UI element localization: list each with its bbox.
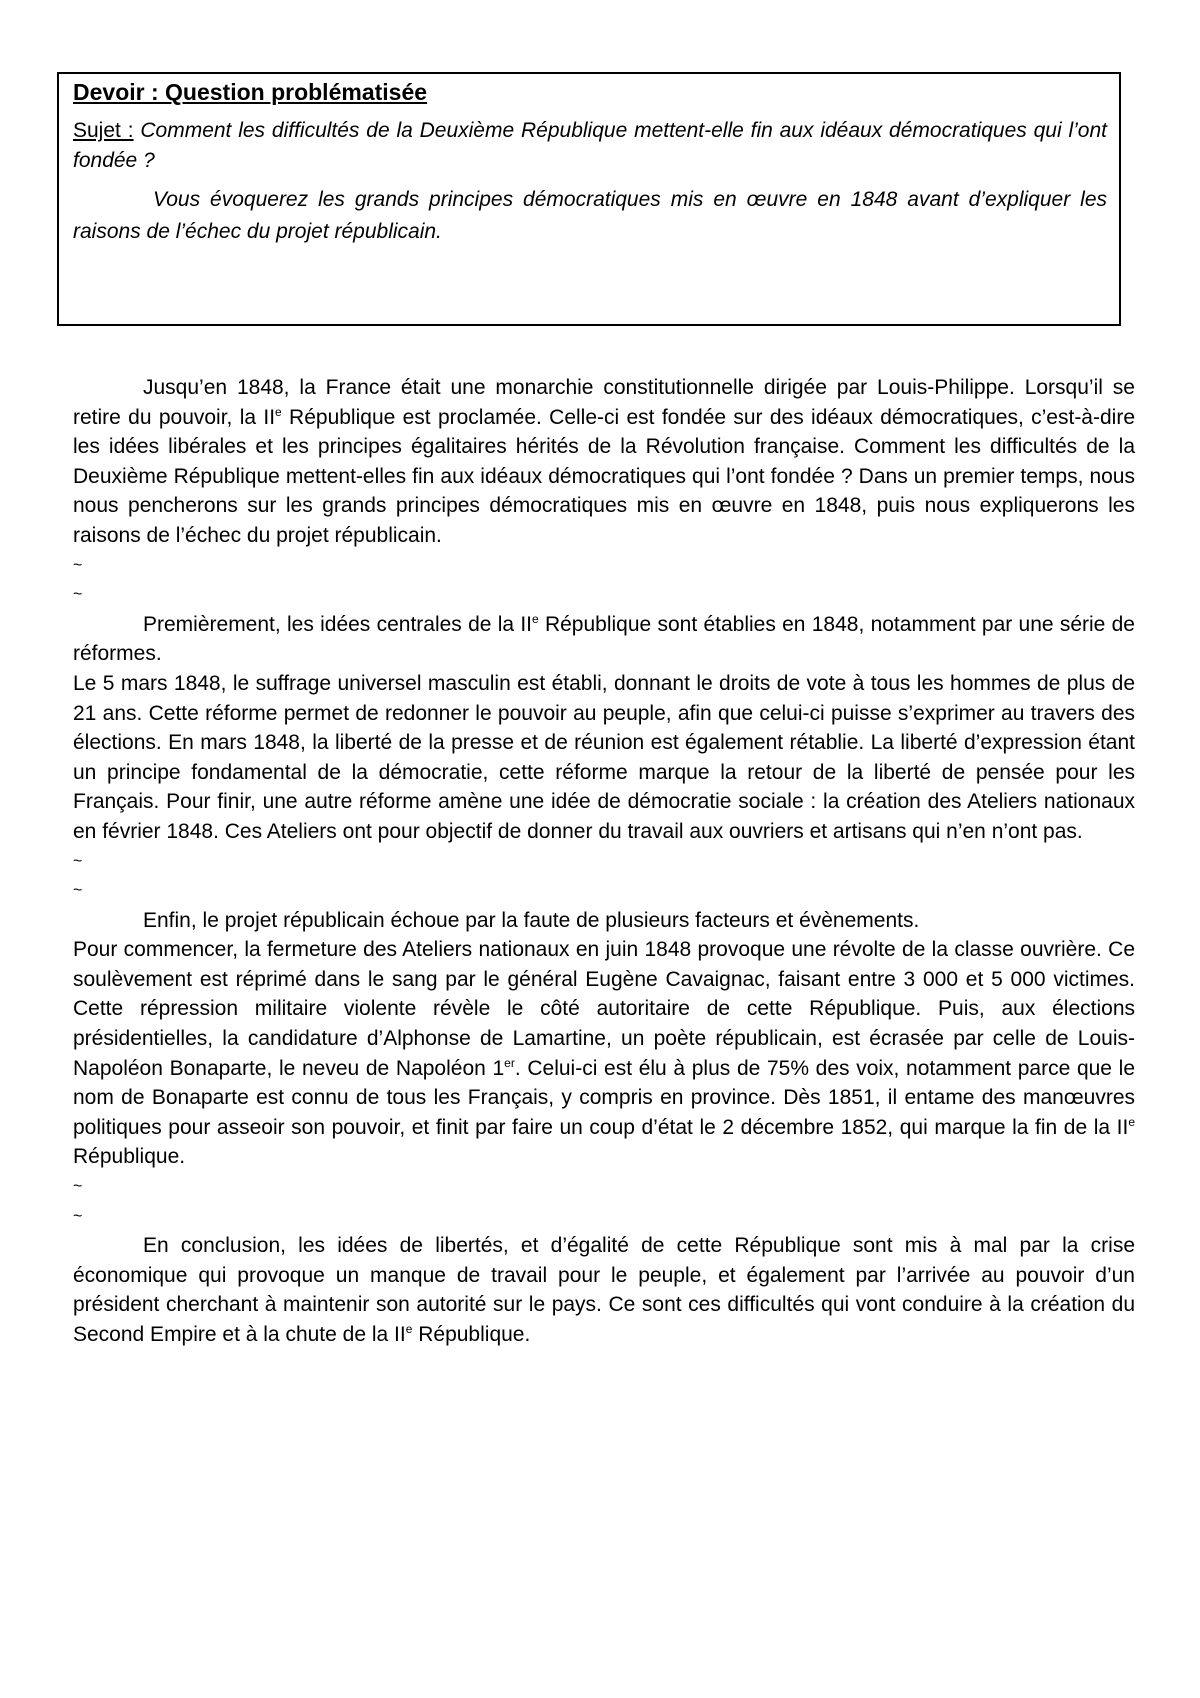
part1-lead [73,610,1135,669]
separator: ~ [73,586,83,604]
intro-text-2: République est proclamée. Celle-ci est fondée sur des idéaux démocratiques, c’est-à-dire les idées libérales et les principes égalitaires hérités de la Révolution française. Comment les difficultés de la Deuxième République mettent-elles fin aux idéaux démocratiques qui l’ont fondée ? Dans un premier temps, nous nous pencherons sur les grands principes démocratiques mis en œuvre en 1848, puis nous expliquerons les raisons de l’échec du projet républicain. [73,405,1135,547]
part1-lead-text-2: République sont établies en 1848, notamment par une série de réformes. [73,612,1135,666]
intro-text-1: Jusqu’en 1848, la France était une monarchie constitutionnelle dirigée par Louis-Philippe. Lorsqu’il se retire du pouvoir, la II [73,376,1135,429]
separator: ~ [73,556,83,574]
assignment-instruction: Vous évoquerez les grands principes démocratiques mis en œuvre en 1848 avant d’expliquer les raisons de l’échec du projet républicain. [73,188,1107,243]
subject-label: Sujet : [73,119,134,142]
separator: ~ [73,882,83,900]
assignment-subject [73,116,1107,176]
separator: ~ [73,1178,83,1196]
superscript-er: er [504,1055,515,1070]
assignment-box [57,72,1121,326]
part2-text-2: . Celui-ci est élu à plus de 75% des voix, notamment parce que le nom de Bonaparte est connu de tous les Français, y compris en province. Dès 1851, il entame des manœuvres politiques pour asseoir son pouvoir, et finit par faire un coup d’état le 2 décembre 1852, qui marque la fin de la II [73,1056,1136,1139]
conclusion-text-2: République. [412,1323,531,1346]
superscript-e: e [1128,1114,1135,1129]
superscript-e: e [275,404,282,419]
part1-body: Le 5 mars 1848, le suffrage universel masculin est établi, donnant le droits de vote à tous les hommes de plus de 21 ans. Cette réforme permet de redonner le pouvoir au peuple, afin que celui-ci puisse s’exprimer au travers des élections. En mars 1848, la liberté de la presse et de réunion est également rétablie. La liberté d’expression étant un principe fondamental de la démocratie, cette réforme marque la retour de la liberté de pensée pour les Français. Pour finir, une autre réforme amène une idée de démocratie sociale : la création des Ateliers nationaux en février 1848. Ces Ateliers ont pour objectif de donner du travail aux ouvriers et artisans qui n’en n’ont pas. [73,671,1135,843]
essay-body [73,373,1135,1350]
conclusion-text-1: En conclusion, les idées de libertés, et d’égalité de cette République sont mis à mal par la crise économique qui provoque un manque de travail pour le peuple, et également par l’arrivée au pouvoir d’un président cherchant à maintenir son autorité sur le pays. Ce sont ces difficultés qui vont conduire à la création du Second Empire et à la chute de la II [73,1234,1135,1346]
part2-text-3: République. [73,1145,186,1169]
part2-lead: Enfin, le projet républicain échoue par la faute de plusieurs facteurs et évènements. [143,908,920,932]
conclusion-paragraph [73,1231,1135,1349]
separator: ~ [73,1207,83,1225]
part2-text-1: Pour commencer, la fermeture des Ateliers nationaux en juin 1848 provoque une révolte de la classe ouvrière. Ce soulèvement est réprimé dans le sang par le général Eugène Cavaignac, faisant entre 3 000 et 5 000 victimes. Cette répression militaire violente révèle le côté autoritaire de cette République. Puis, aux élections présidentielles, la candidature d’Alphonse de Lamartine, un poète républicain, est écrasée par celle de Louis-Napoléon Bonaparte, le neveu de Napoléon 1 [73,938,1135,1080]
superscript-e: e [405,1322,413,1336]
introduction-paragraph [73,373,1135,551]
assignment-title: Devoir : Question problématisée [73,79,428,105]
part2-body [73,935,1135,1172]
separator: ~ [73,852,83,870]
superscript-e: e [532,611,539,626]
part1-lead-text-1: Premièrement, les idées centrales de la II [143,612,532,636]
subject-question: Comment les difficultés de la Deuxième République mettent-elle fin aux idéaux démocratiques qui l’ont fondée ? [73,119,1107,172]
